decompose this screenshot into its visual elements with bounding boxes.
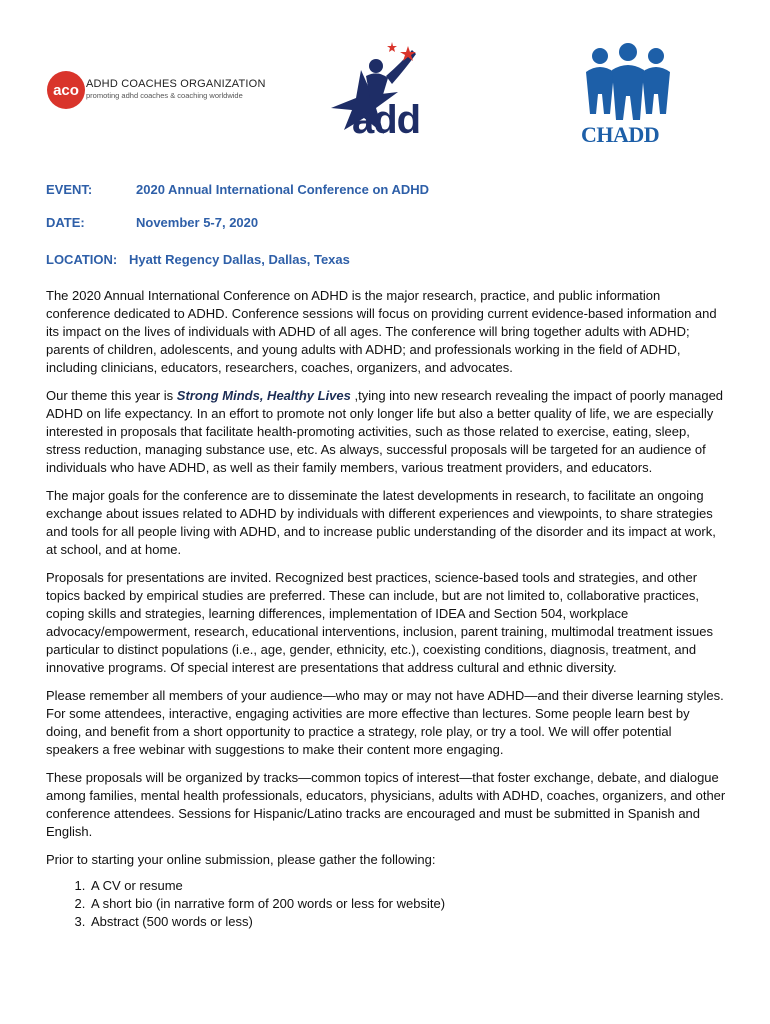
theme-rest: ,tying into new research revealing the impact of poorly managed ADHD on life expectancy. In an effort to promote not only longer life but also a better quality of life, we are especially interested in proposals that facilitate health-promoting activities, such as those related to exercise, eating, sleep, stress reduction, managing substance use, etc. As always, successful proposals will be targeted for an audience of individuals who have ADHD, as well as their family members, various treatment providers, and educators. xyxy=(46,388,724,475)
document-body xyxy=(46,287,726,931)
aco-logo xyxy=(46,68,266,112)
paragraph-goals: The major goals for the conference are to disseminate the latest developments in research, to facilitate an ongoing exchange about issues related to ADHD by individuals with different experiences and viewpoints, to share strategies and tools for all people living with ADHD, and to increase public understanding of the disorder and its impact at work, at school, and at home. xyxy=(46,488,716,557)
event-label: EVENT: xyxy=(46,182,93,197)
paragraph-tracks: These proposals will be organized by tracks—common topics of interest—that foster exchange, debate, and dialogue among families, mental health professionals, educators, physicians, adults with ADHD, coaches, organizers, and other conference attendees. Sessions for Hispanic/Latino tracks are encouraged and must be submitted in Spanish and English. xyxy=(46,770,726,839)
aco-mark: aco xyxy=(53,82,79,99)
aco-name: ADHD COACHES ORGANIZATION xyxy=(86,78,266,90)
paragraph-audience: Please remember all members of your audience—who may or may not have ADHD—and their diverse learning styles. For some attendees, interactive, engaging activities are more effective than lectures. Some people learn best by doing, and benefit from a short opportunity to practice a strategy, role play, or try a tool. We will offer potential speakers a free webinar with suggestions to make their content more engaging. xyxy=(46,688,724,757)
list-item: 1. A CV or resume xyxy=(89,877,726,895)
theme-title: Strong Minds, Healthy Lives xyxy=(176,388,351,403)
theme-prefix: Our theme this year is xyxy=(46,388,177,403)
aco-circle-icon xyxy=(46,70,86,110)
paragraph-intro: The 2020 Annual International Conference on ADHD is the major research, practice, and public information conference dedicated to ADHD. Conference sessions will focus on providing current evidence-based information and its impact on the lives of individuals with ADHD of all ages. The conference will bring together adults with ADHD; parents of children, adolescents, and young adults with ADHD; and professionals working in the field of ADHD, including clinicians, educators, researchers, coaches, organizers, and advocates. xyxy=(46,288,717,375)
paragraph-theme xyxy=(46,387,726,477)
date-value: November 5-7, 2020 xyxy=(136,215,259,230)
list-item: 2. A short bio (in narrative form of 200 words or less for website) xyxy=(89,895,726,913)
paragraph-proposals: Proposals for presentations are invited. Recognized best practices, science-based tools and strategies, and other topics backed by empirical studies are preferred. These can include, but are not limited to, collaborative practices, coping skills and strategies, learning differences, implementation of IDEA and Section 504, workplace advocacy/empowerment, research, educational interventions, inclusion, parent training, multimodal treatment issues particular to distinct populations (i.e., age, gender, ethnicity, etc.), coexisting conditions, diagnosis, treatment, and innovative programs. Of special interest are presentations that address cultural and ethnic diversity. xyxy=(46,570,713,675)
date-label: DATE: xyxy=(46,215,85,230)
list-item: 3. Abstract (500 words or less) xyxy=(89,913,726,931)
requirements-list xyxy=(46,877,726,931)
location-value: Hyatt Regency Dallas, Dallas, Texas xyxy=(129,252,350,267)
add-wordmark: add xyxy=(352,98,421,142)
location-label: LOCATION: xyxy=(46,252,118,267)
aco-tagline: promoting adhd coaches & coaching worldwide xyxy=(86,91,243,100)
chadd-wordmark: CHADD xyxy=(581,122,660,147)
event-value: 2020 Annual International Conference on ADHD xyxy=(136,182,430,197)
header-logos xyxy=(0,0,770,170)
paragraph-prior: Prior to starting your online submission, please gather the following: xyxy=(46,852,436,867)
